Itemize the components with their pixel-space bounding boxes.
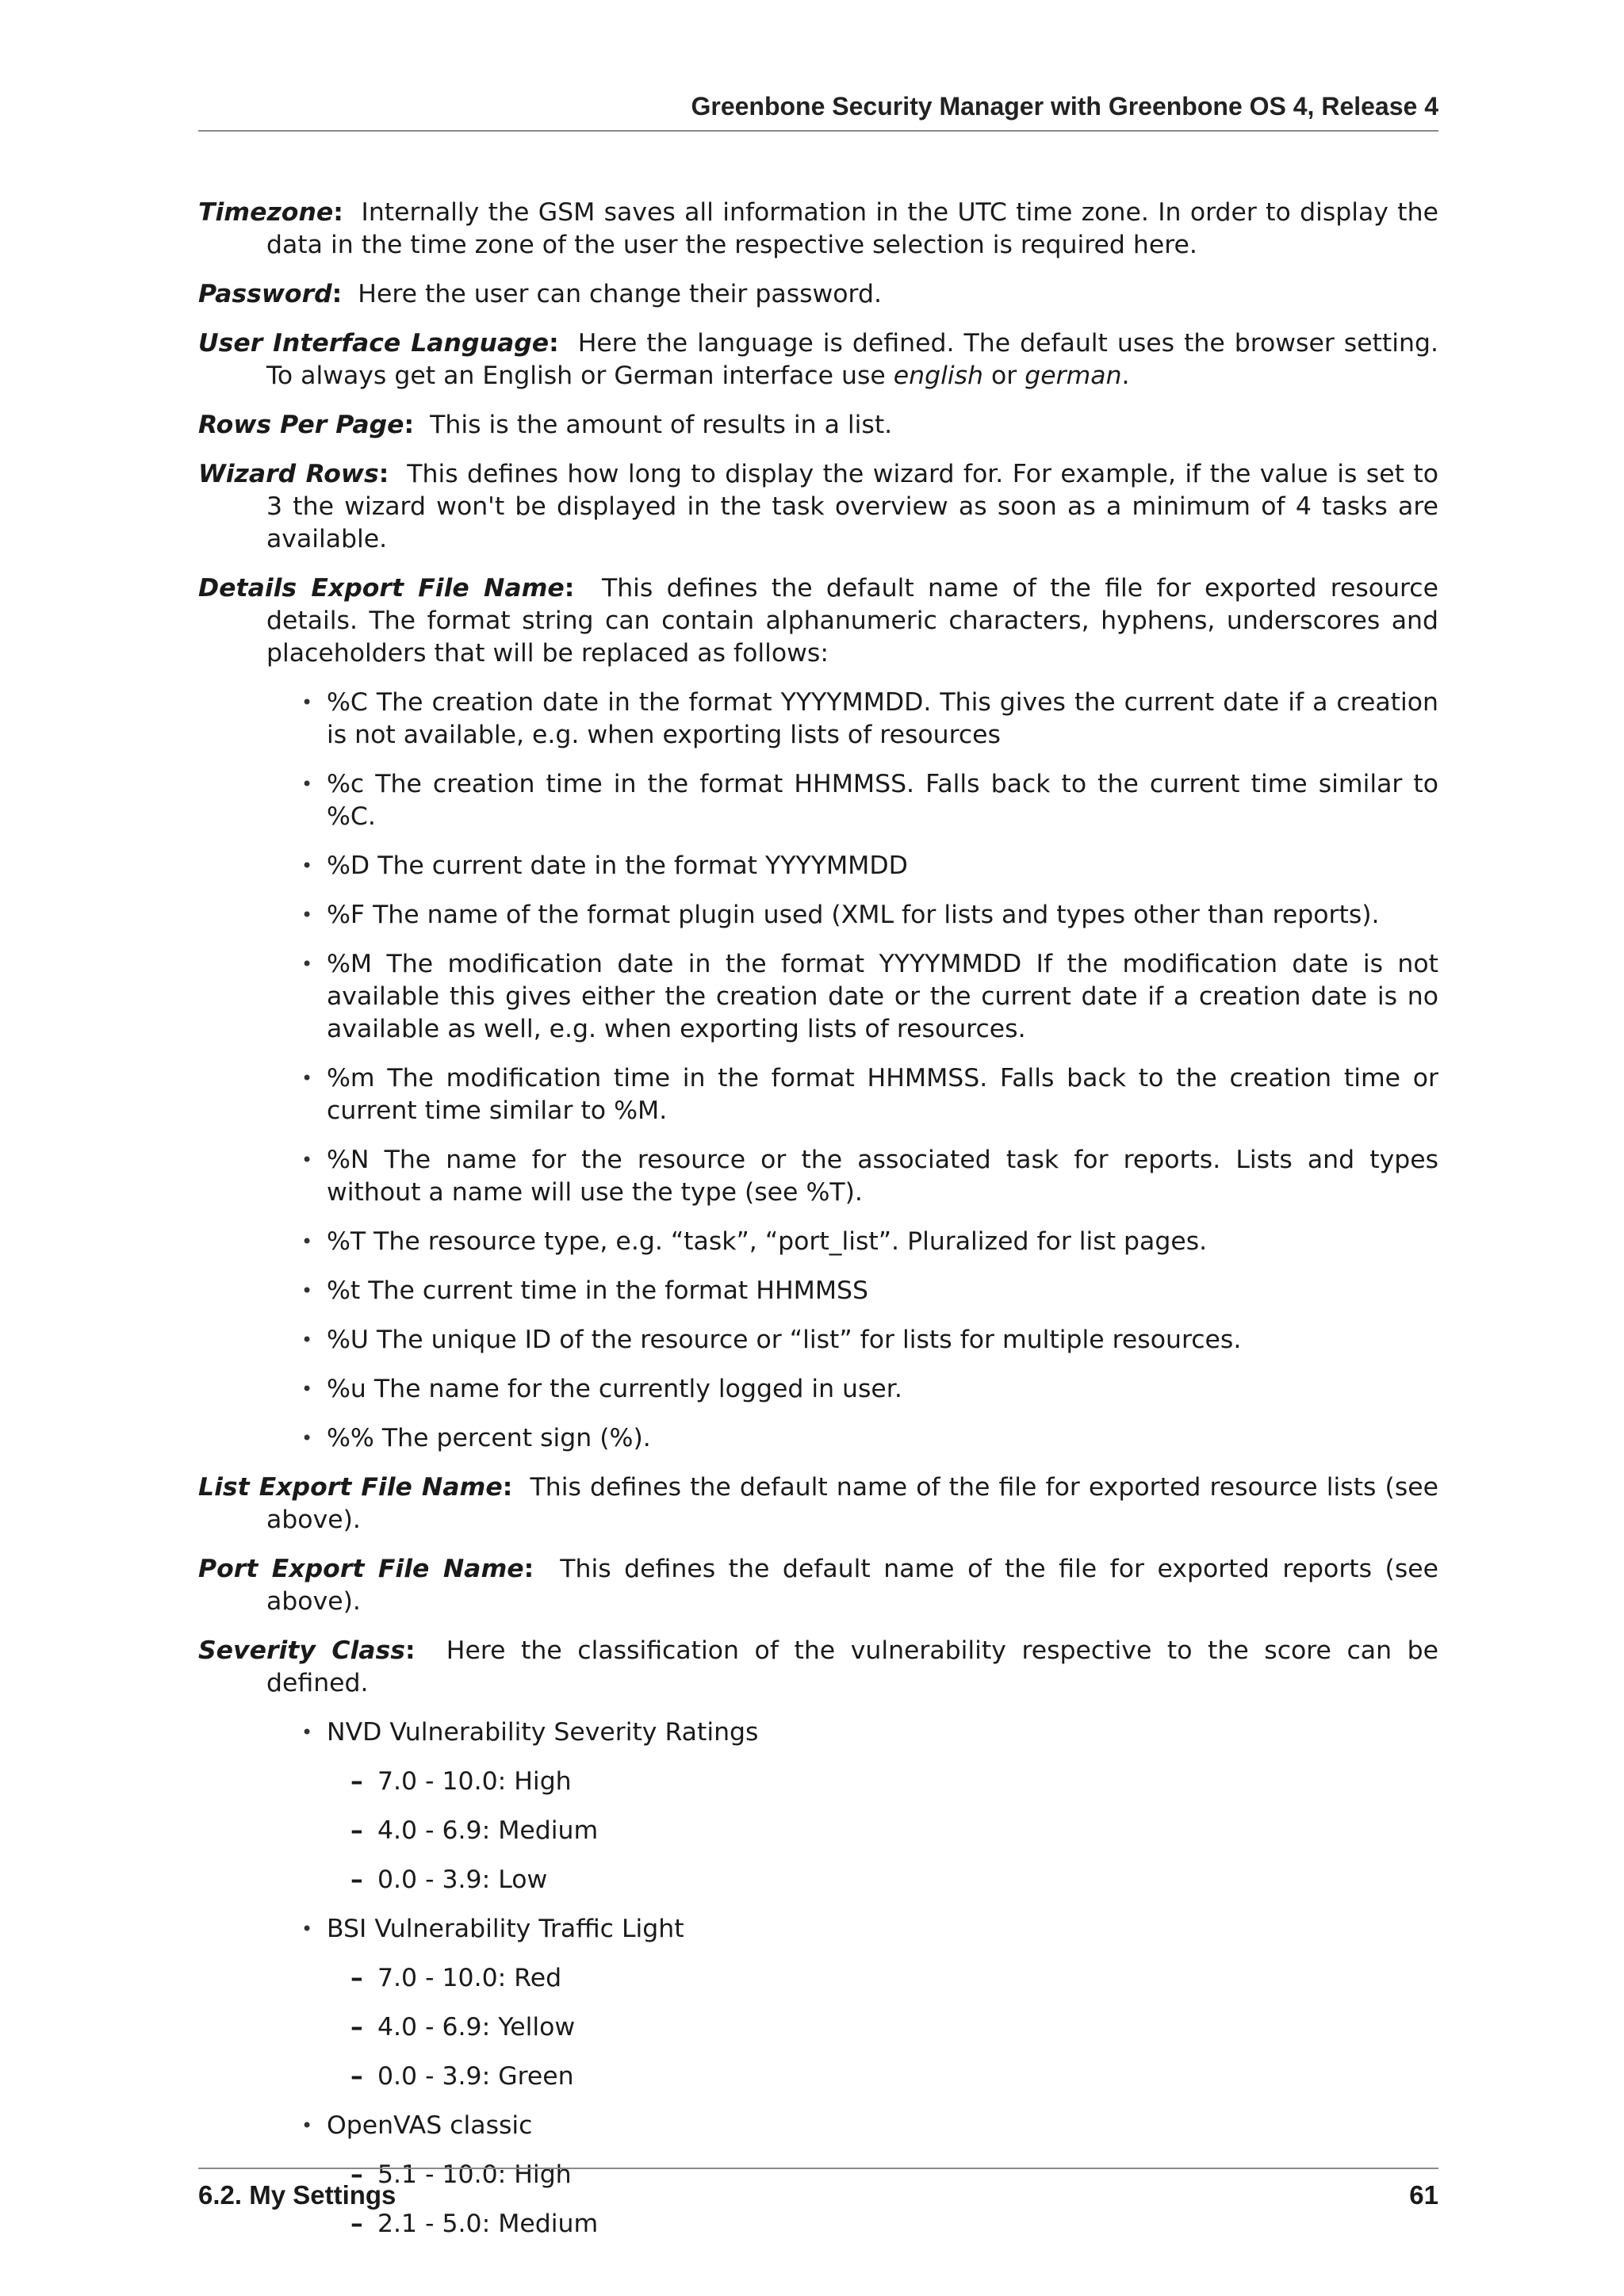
language-english: english — [893, 362, 984, 390]
definition-term: Timezone — [198, 198, 334, 227]
severity-range: – 7.0 - 10.0: High — [377, 1766, 1438, 1798]
list-item: • %C The creation date in the format YYYYMMDD. This gives the current date if a creation is not available, e.g. when exporting lists of resources — [327, 687, 1438, 752]
definition-term: List Export File Name — [198, 1473, 503, 1502]
definition-text: This defines the default name of the file for exported resource lists (see above). — [266, 1473, 1439, 1534]
severity-range: – 4.0 - 6.9: Medium — [377, 1815, 1438, 1847]
definition-text: This defines how long to display the wizard for. For example, if the value is set to 3 the wizard won't be displayed in the task overview as soon as a minimum of 4 tasks are available. — [266, 460, 1438, 553]
list-item: • %u The name for the currently logged in user. — [327, 1373, 1438, 1406]
language-german: german — [1025, 362, 1122, 390]
severity-group — [327, 1913, 1438, 2093]
list-item: • %D The current date in the format YYYYMMDD — [327, 850, 1438, 882]
definition-text: This defines the default name of the file for exported reports (see above). — [266, 1555, 1439, 1616]
definition-severity-class: Severity Class: Here the classification of the vulnerability respective to the score can be defined. — [198, 1636, 1438, 1697]
definition-term: Rows Per Page — [198, 411, 404, 439]
severity-group-name: BSI Vulnerability Traffic Light — [327, 1915, 684, 1943]
definition-rows-per-page: Rows Per Page: This is the amount of results in a list. — [198, 411, 893, 439]
definition-term: User Interface Language — [198, 329, 550, 358]
definition-term: Severity Class — [198, 1636, 406, 1665]
list-item: • %t The current time in the format HHMMSS — [327, 1275, 1438, 1307]
definition-text: Internally the GSM saves all information in the UTC time zone. In order to display the data in the time zone of the user the respective selection is required here. — [266, 198, 1438, 259]
page-number: 61 — [1409, 2180, 1438, 2210]
severity-group-name: NVD Vulnerability Severity Ratings — [327, 1718, 759, 1747]
list-item: • %c The creation time in the format HHMMSS. Falls back to the current time similar to %C. — [327, 768, 1438, 833]
severity-range: – 7.0 - 10.0: Red — [377, 1962, 1438, 1995]
severity-group-name: OpenVAS classic — [327, 2111, 533, 2140]
page-footer — [198, 2168, 1438, 2209]
list-item: • %U The unique ID of the resource or “list” for lists for multiple resources. — [327, 1324, 1438, 1357]
definition-timezone: Timezone: Internally the GSM saves all information in the UTC time zone. In order to display the data in the time zone of the user the respective selection is required here. — [198, 198, 1438, 259]
definition-term: Port Export File Name — [198, 1555, 524, 1583]
severity-range: – 0.0 - 3.9: Green — [377, 2061, 1438, 2093]
severity-range: – 0.0 - 3.9: Low — [377, 1864, 1438, 1896]
definition-details-export: Details Export File Name: This defines the default name of the file for exported resource details. The format string can contain alphanumeric characters, hyphens, underscores and placeholders that will be replaced as follows: — [198, 574, 1438, 668]
list-item: • %N The name for the resource or the associated task for reports. Lists and types without a name will use the type (see %T). — [327, 1144, 1438, 1209]
placeholder-list — [198, 687, 1438, 1455]
page-header — [198, 92, 1438, 132]
severity-class-list — [198, 1716, 1438, 2241]
definition-term: Wizard Rows — [198, 460, 379, 488]
definition-port-export: Port Export File Name: This defines the default name of the file for exported reports (see above). — [198, 1555, 1439, 1616]
severity-range: – 5.1 - 10.0: High — [377, 2159, 1438, 2191]
page-content — [198, 197, 1438, 2257]
footer-section-title: 6.2. My Settings — [198, 2180, 396, 2210]
severity-group — [327, 1716, 1438, 1896]
severity-range: – 2.1 - 5.0: Medium — [377, 2208, 1438, 2241]
definition-text: This is the amount of results in a list. — [430, 411, 893, 439]
definition-text: Here the user can change their password. — [358, 280, 882, 308]
list-item: • %T The resource type, e.g. “task”, “port_list”. Pluralized for list pages. — [327, 1226, 1438, 1258]
definition-list-export: List Export File Name: This defines the default name of the file for exported resource lists (see above). — [198, 1473, 1439, 1534]
severity-range: – 4.0 - 6.9: Yellow — [377, 2011, 1438, 2044]
definition-term: Password — [198, 280, 332, 308]
definition-term: Details Export File Name — [198, 574, 565, 603]
definition-text: Here the language is defined. The default uses the browser setting. To always get an English or German interface use — [266, 329, 1439, 390]
list-item: • %M The modification date in the format YYYYMMDD If the modification date is not available this gives either the creation date or the current date if a creation date is no available as well, e.g. when exporting lists of resources. — [327, 948, 1438, 1046]
list-item: • %F The name of the format plugin used (XML for lists and types other than reports). — [327, 899, 1438, 932]
header-title: Greenbone Security Manager with Greenbone OS 4, Release 4 — [691, 92, 1438, 121]
definition-language: User Interface Language: Here the language is defined. The default uses the browser setting. To always get an English or German interface use english or german. — [198, 329, 1439, 390]
definition-text: This defines the default name of the file for exported resource details. The format string can contain alphanumeric characters, hyphens, underscores and placeholders that will be replaced as follows: — [266, 574, 1438, 668]
severity-range-list — [327, 1962, 1438, 2093]
list-item: • %% The percent sign (%). — [327, 1422, 1438, 1455]
list-item: • %m The modification time in the format HHMMSS. Falls back to the creation time or current time similar to %M. — [327, 1062, 1438, 1127]
definition-text: Here the classification of the vulnerability respective to the score can be defined. — [266, 1636, 1438, 1697]
severity-range-list — [327, 1766, 1438, 1896]
definition-wizard-rows: Wizard Rows: This defines how long to display the wizard for. For example, if the value is set to 3 the wizard won't be displayed in the task overview as soon as a minimum of 4 tasks are available. — [198, 460, 1438, 553]
definition-password: Password: Here the user can change their password. — [198, 280, 882, 308]
